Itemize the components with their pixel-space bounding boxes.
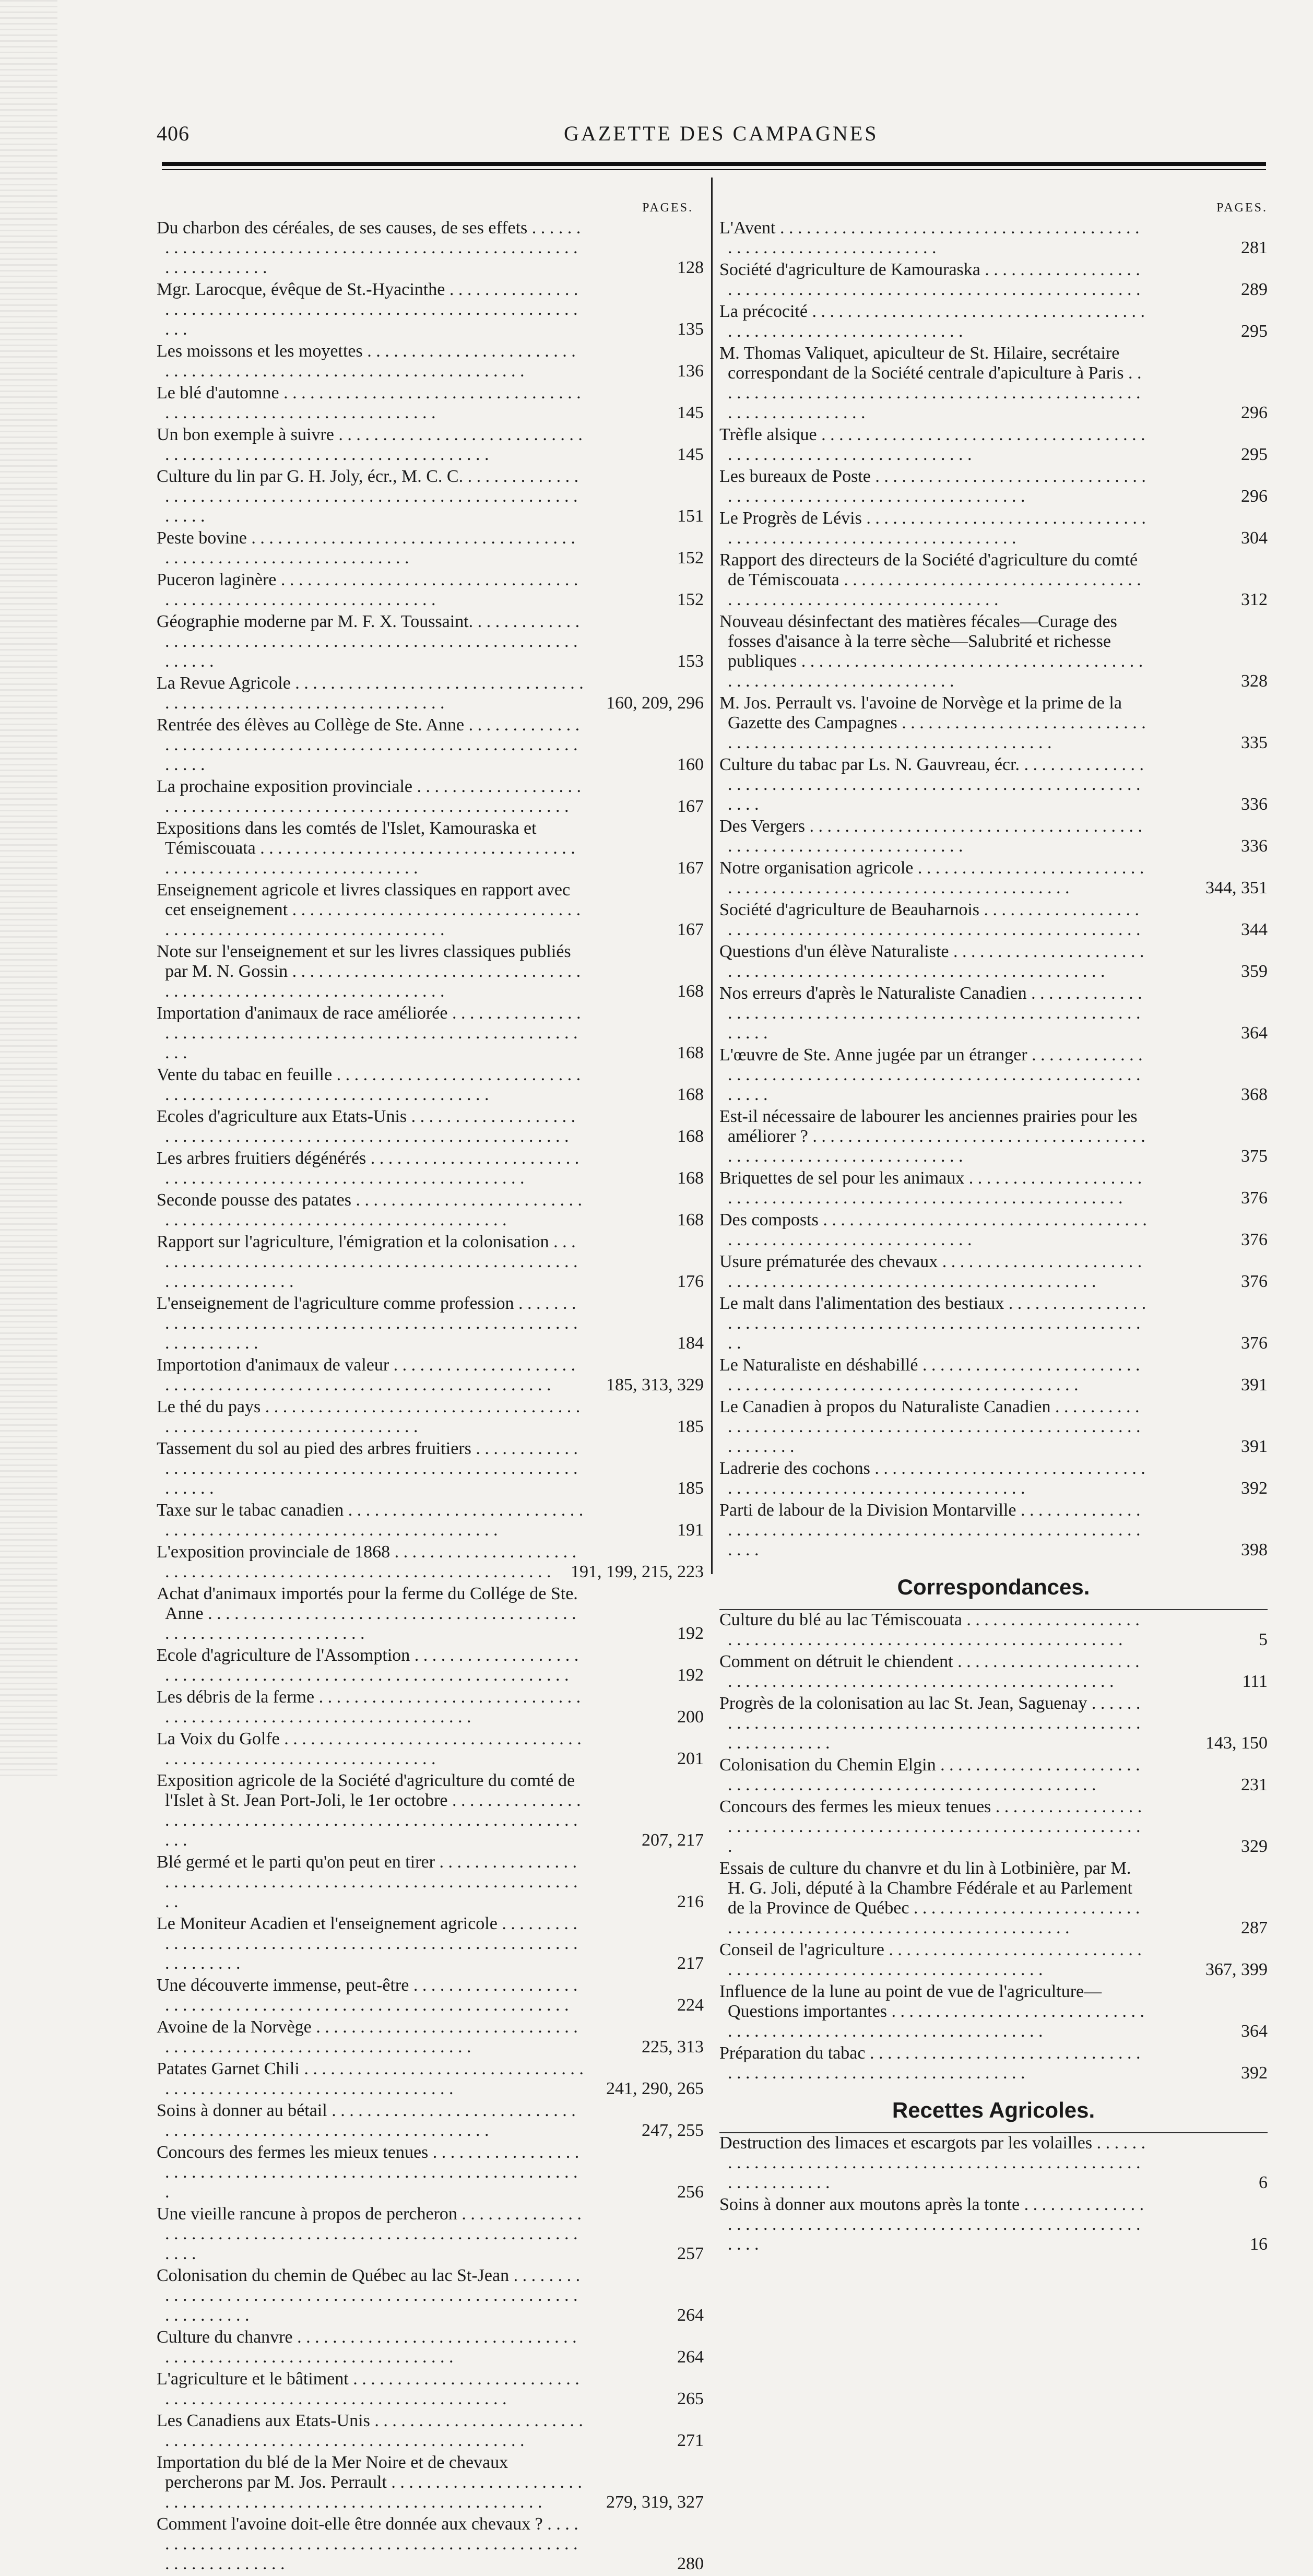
index-entry [719, 1940, 1268, 1980]
entry-pages: 224 [675, 1995, 704, 2015]
entry-title: Vente du tabac en feuille . . . [157, 1065, 704, 1105]
index-entry [157, 2369, 704, 2409]
index-entry [157, 1065, 704, 1105]
index-entry [157, 1190, 704, 1230]
entry-title: Colonisation du chemin de Québec au lac St-Jean . . . [157, 2266, 704, 2325]
entry-title: Ecoles d'agriculture aux Etats-Unis . . . [157, 1107, 704, 1147]
index-entry [157, 280, 704, 339]
entry-pages: 296 [1239, 403, 1268, 423]
entry-pages: 185, 313, 329 [604, 1375, 704, 1395]
index-entry [719, 693, 1268, 753]
entry-title: Les débris de la ferme . . . [157, 1687, 704, 1727]
entry-pages: 265 [675, 2389, 704, 2409]
entry-pages: 391 [1239, 1437, 1268, 1457]
entry-title: L'exposition provinciale de 1868 . . . [157, 1542, 704, 1582]
entry-pages: 335 [1239, 733, 1268, 753]
index-entry [719, 1168, 1268, 1208]
index-entry [719, 755, 1268, 814]
entry-pages: 256 [675, 2182, 704, 2202]
index-entry [719, 942, 1268, 982]
entry-title: Les Canadiens aux Etats-Unis . . . [157, 2411, 704, 2451]
entry-pages: 192 [675, 1624, 704, 1644]
entry-title: Nos erreurs d'après le Naturaliste Canadien . . . [719, 984, 1268, 1043]
entry-title: Le malt dans l'alimentation des bestiaux . . . [719, 1294, 1268, 1353]
entry-pages: 295 [1239, 445, 1268, 465]
entry-title: L'enseignement de l'agriculture comme profession . . . [157, 1294, 704, 1353]
entry-title: Géographie moderne par M. F. X. Toussaint. . . . [157, 612, 704, 671]
index-entry [157, 1294, 704, 1353]
entry-pages: 185 [675, 1417, 704, 1437]
entry-title: Culture du tabac par Ls. N. Gauvreau, écr. . . . [719, 755, 1268, 814]
entry-pages: 168 [675, 1127, 704, 1147]
header-rule-thin [162, 169, 1266, 170]
index-entry [719, 425, 1268, 465]
section-title-correspondances: Correspondances. [897, 1575, 1090, 1599]
entry-pages: 111 [1240, 1672, 1268, 1692]
index-entry [719, 1859, 1268, 1938]
index-entry [157, 1914, 704, 1974]
index-entry [719, 858, 1268, 898]
index-entry [157, 2204, 704, 2264]
entry-pages: 392 [1239, 2063, 1268, 2083]
entry-pages: 145 [675, 403, 704, 423]
entry-title: Les moissons et les moyettes . . . [157, 341, 704, 381]
entry-title: Destruction des limaces et escargots par les volailles . . . [719, 2133, 1268, 2193]
entry-pages: 264 [675, 2306, 704, 2325]
entry-pages: 344, 351 [1203, 878, 1268, 898]
entry-title: Le blé d'automne . . . [157, 383, 704, 423]
entry-pages: 296 [1239, 487, 1268, 506]
index-entry [157, 880, 704, 940]
index-entry [719, 1797, 1268, 1857]
entry-pages: 176 [675, 1272, 704, 1292]
index-entry [719, 1294, 1268, 1353]
scan-edge-noise [0, 0, 57, 1776]
entry-pages: 359 [1239, 962, 1268, 982]
index-entry [719, 218, 1268, 258]
entry-title: Taxe sur le tabac canadien . . . [157, 1500, 704, 1540]
index-entry [157, 2327, 704, 2367]
index-entry [719, 1045, 1268, 1105]
entry-pages: 143, 150 [1203, 1733, 1268, 1753]
header-rule-thick [162, 162, 1266, 166]
entry-title: Du charbon des céréales, de ses causes, de ses effets . . . [157, 218, 704, 278]
entry-pages: 160, 209, 296 [604, 693, 704, 713]
left-entry-list [157, 218, 704, 2574]
entry-pages: 376 [1239, 1230, 1268, 1250]
index-entry [157, 1729, 704, 1769]
entry-pages: 304 [1239, 528, 1268, 548]
pages-label-right: PAGES. [1216, 201, 1268, 215]
entry-pages: 145 [675, 445, 704, 465]
index-entry [157, 2101, 704, 2141]
entry-pages: 168 [675, 1085, 704, 1105]
entry-title: Comment on détruit le chiendent . . . [719, 1652, 1268, 1692]
entry-title: Tassement du sol au pied des arbres fruitiers . . . [157, 1439, 704, 1498]
index-entry [719, 1652, 1268, 1692]
index-entry [719, 344, 1268, 423]
index-entry [157, 2514, 704, 2574]
entry-pages: 191 [675, 1520, 704, 1540]
index-entry [157, 425, 704, 465]
entry-pages: 231 [1239, 1775, 1268, 1795]
entry-pages: 191, 199, 215, 223 [569, 1562, 704, 1582]
index-entry [157, 1439, 704, 1498]
index-entry [719, 1210, 1268, 1250]
entry-title: Trèfle alsique . . . [719, 425, 1268, 465]
entry-title: Note sur l'enseignement et sur les livres classiques publiés par M. N. Gossin . . . [157, 942, 704, 1001]
index-entry [719, 1459, 1268, 1498]
entry-title: Nouveau désinfectant des matières fécales—Curage des fosses d'aisance à la terre sèche—Salubrité et richesse publiques . . . [719, 612, 1268, 691]
entry-title: Les bureaux de Poste . . . [719, 467, 1268, 506]
entry-title: Ladrerie des cochons . . . [719, 1459, 1268, 1498]
entry-title: Culture du chanvre . . . [157, 2327, 704, 2367]
entry-title: Le Moniteur Acadien et l'enseignement agricole . . . [157, 1914, 704, 1974]
entry-title: Patates Garnet Chili . . . [157, 2059, 704, 2099]
index-entry [157, 1542, 704, 1582]
entry-title: Des composts . . . [719, 1210, 1268, 1250]
entry-title: Préparation du tabac . . . [719, 2043, 1268, 2083]
entry-pages: 168 [675, 982, 704, 1001]
index-entry [157, 1107, 704, 1147]
entry-title: Culture du lin par G. H. Joly, écr., M. C. C. . . . [157, 467, 704, 526]
index-entry [719, 1755, 1268, 1795]
entry-pages: 168 [675, 1168, 704, 1188]
entry-pages: 160 [675, 755, 704, 775]
entry-title: Soins à donner au bétail . . . [157, 2101, 704, 2141]
entry-title: La Voix du Golfe . . . [157, 1729, 704, 1769]
entry-title: Importation d'animaux de race améliorée . . . [157, 1003, 704, 1063]
entry-pages: 281 [1239, 238, 1268, 258]
index-entry [157, 467, 704, 526]
entry-pages: 364 [1239, 1023, 1268, 1043]
entry-title: Questions d'un élève Naturaliste . . . [719, 942, 1268, 982]
entry-pages: 167 [675, 797, 704, 817]
index-entry [719, 1355, 1268, 1395]
index-entry [719, 817, 1268, 856]
column-divider [711, 178, 713, 1574]
entry-title: Culture du blé au lac Témiscouata . . . [719, 1610, 1268, 1650]
entry-pages: 184 [675, 1333, 704, 1353]
entry-title: Seconde pousse des patates . . . [157, 1190, 704, 1230]
entry-title: Un bon exemple à suivre . . . [157, 425, 704, 465]
entry-title: Expositions dans les comtés de l'Islet, Kamouraska et Témiscouata . . . [157, 819, 704, 878]
entry-pages: 247, 255 [640, 2121, 704, 2141]
entry-title: M. Thomas Valiquet, apiculteur de St. Hilaire, secrétaire correspondant de la Société centrale d'apiculture à Paris . . . [719, 344, 1268, 423]
entry-title: Concours des fermes les mieux tenues . . . [719, 1797, 1268, 1857]
entry-pages: 6 [1257, 2173, 1268, 2193]
index-entry [157, 2017, 704, 2057]
entry-pages: 185 [675, 1479, 704, 1498]
index-entry [157, 1500, 704, 1540]
index-entry [157, 528, 704, 568]
index-entry [719, 1500, 1268, 1560]
entry-title: Notre organisation agricole . . . [719, 858, 1268, 898]
index-entry [157, 1852, 704, 1912]
entry-pages: 375 [1239, 1147, 1268, 1166]
index-entry [719, 1610, 1268, 1650]
index-entry [157, 570, 704, 610]
index-entry [719, 260, 1268, 300]
entry-pages: 128 [675, 258, 704, 278]
entry-pages: 207, 217 [640, 1830, 704, 1850]
index-entry [157, 2411, 704, 2451]
entry-title: La prochaine exposition provinciale . . . [157, 777, 704, 817]
index-entry [157, 2059, 704, 2099]
index-entry [157, 1976, 704, 2015]
entry-title: Parti de labour de la Division Montarville . . . [719, 1500, 1268, 1560]
entry-pages: 264 [675, 2347, 704, 2367]
index-entry [157, 2143, 704, 2202]
index-entry [157, 1355, 704, 1395]
entry-pages: 153 [675, 652, 704, 671]
entry-title: Les arbres fruitiers dégénérés . . . [157, 1149, 704, 1188]
entry-title: Une vieille rancune à propos de percheron . . . [157, 2204, 704, 2264]
entry-title: Avoine de la Norvège . . . [157, 2017, 704, 2057]
index-entry [157, 1646, 704, 1685]
entry-title: La précocité . . . [719, 302, 1268, 341]
index-entry [157, 1149, 704, 1188]
index-entry [157, 777, 704, 817]
index-entry [719, 467, 1268, 506]
entry-pages: 398 [1239, 1540, 1268, 1560]
entry-pages: 217 [675, 1954, 704, 1974]
entry-pages: 336 [1239, 836, 1268, 856]
entry-pages: 367, 399 [1203, 1960, 1268, 1980]
entry-title: Exposition agricole de la Société d'agriculture du comté de l'Islet à St. Jean Port-Joli, le 1er octobre . . . [157, 1771, 704, 1850]
index-entry [157, 715, 704, 775]
entry-title: Colonisation du Chemin Elgin . . . [719, 1755, 1268, 1795]
entry-pages: 192 [675, 1665, 704, 1685]
index-entry [157, 1687, 704, 1727]
index-entry [719, 1694, 1268, 1753]
entry-title: Blé germé et le parti qu'on peut en tirer . . . [157, 1852, 704, 1912]
index-entry [157, 2453, 704, 2512]
index-entry [719, 550, 1268, 610]
entry-title: Briquettes de sel pour les animaux . . . [719, 1168, 1268, 1208]
pages-label-left: PAGES. [642, 201, 693, 215]
index-entry [719, 1252, 1268, 1292]
index-entry [157, 2266, 704, 2325]
entry-title: Conseil de l'agriculture . . . [719, 1940, 1268, 1980]
entry-pages: 168 [675, 1210, 704, 1230]
entry-title: Mgr. Larocque, évêque de St.-Hyacinthe . . . [157, 280, 704, 339]
index-entry [719, 1982, 1268, 2041]
entry-title: Le thé du pays . . . [157, 1397, 704, 1437]
entry-pages: 135 [675, 320, 704, 339]
index-entry [157, 1584, 704, 1644]
entry-pages: 279, 319, 327 [604, 2492, 704, 2512]
index-entry [719, 1397, 1268, 1457]
entry-title: Ecole d'agriculture de l'Assomption . . . [157, 1646, 704, 1685]
index-entry [157, 942, 704, 1001]
entry-title: L'Avent . . . [719, 218, 1268, 258]
entry-pages: 312 [1239, 590, 1268, 610]
entry-pages: 287 [1239, 1918, 1268, 1938]
entry-pages: 376 [1239, 1333, 1268, 1353]
entry-title: Rapport sur l'agriculture, l'émigration et la colonisation . . . [157, 1232, 704, 1292]
entry-pages: 392 [1239, 1479, 1268, 1498]
entry-title: Essais de culture du chanvre et du lin à Lotbinière, par M. H. G. Joli, député à la Chambre Fédérale et au Parlement de la Province de Québec . . . [719, 1859, 1268, 1938]
entry-title: Le Progrès de Lévis . . . [719, 509, 1268, 548]
recettes-list [719, 2132, 1268, 2254]
entry-title: Rentrée des élèves au Collège de Ste. Anne . . . [157, 715, 704, 775]
entry-pages: 368 [1239, 1085, 1268, 1105]
entry-pages: 136 [675, 361, 704, 381]
entry-title: Importation du blé de la Mer Noire et de chevaux percherons par M. Jos. Perrault . . . [157, 2453, 704, 2512]
entry-pages: 201 [675, 1749, 704, 1769]
entry-title: Rapport des directeurs de la Société d'agriculture du comté de Témiscouata . . . [719, 550, 1268, 610]
entry-title: Comment l'avoine doit-elle être donnée aux chevaux ? . . . [157, 2514, 704, 2574]
entry-title: Achat d'animaux importés pour la ferme du Collége de Ste. Anne . . . [157, 1584, 704, 1644]
index-entry [719, 900, 1268, 940]
entry-pages: 16 [1248, 2235, 1268, 2254]
section-title-recettes: Recettes Agricoles. [892, 2098, 1095, 2122]
entry-pages: 151 [675, 506, 704, 526]
entry-pages: 364 [1239, 2022, 1268, 2041]
entry-title: Influence de la lune au point de vue de l'agriculture—Questions importantes . . . [719, 1982, 1268, 2041]
page-header [157, 121, 1266, 152]
entry-pages: 295 [1239, 322, 1268, 341]
entry-title: Concours des fermes les mieux tenues . . . [157, 2143, 704, 2202]
index-entry [719, 1107, 1268, 1166]
entry-title: Soins à donner aux moutons après la tonte . . . [719, 2195, 1268, 2254]
index-entry [719, 509, 1268, 548]
entry-title: Le Canadien à propos du Naturaliste Canadien . . . [719, 1397, 1268, 1457]
index-entry [157, 1397, 704, 1437]
entry-pages: 391 [1239, 1375, 1268, 1395]
entry-title: Des Vergers . . . [719, 817, 1268, 856]
entry-title: Importotion d'animaux de valeur . . . [157, 1355, 704, 1395]
entry-title: Est-il nécessaire de labourer les anciennes prairies pour les améliorer ? . . . [719, 1107, 1268, 1166]
entry-pages: 167 [675, 920, 704, 940]
index-entry [719, 612, 1268, 691]
index-entry [157, 341, 704, 381]
entry-title: Société d'agriculture de Kamouraska . . . [719, 260, 1268, 300]
right-entry-list [719, 218, 1268, 1560]
index-entry [157, 819, 704, 878]
entry-pages: 328 [1239, 671, 1268, 691]
entry-pages: 376 [1239, 1272, 1268, 1292]
entry-pages: 152 [675, 548, 704, 568]
entry-pages: 152 [675, 590, 704, 610]
entry-pages: 168 [675, 1043, 704, 1063]
entry-title: Puceron laginère . . . [157, 570, 704, 610]
entry-title: La Revue Agricole . . . [157, 673, 704, 713]
right-column [719, 197, 1268, 2256]
index-entry [157, 1232, 704, 1292]
index-entry [157, 673, 704, 713]
index-entry [157, 218, 704, 278]
index-entry [719, 984, 1268, 1043]
index-entry [157, 383, 704, 423]
entry-pages: 289 [1239, 280, 1268, 300]
entry-pages: 216 [675, 1892, 704, 1912]
entry-pages: 5 [1257, 1630, 1268, 1650]
entry-title: Enseignement agricole et livres classiques en rapport avec cet enseignement . . . [157, 880, 704, 940]
entry-title: Le Naturaliste en déshabillé . . . [719, 1355, 1268, 1395]
index-entry [719, 2195, 1268, 2254]
entry-pages: 167 [675, 858, 704, 878]
index-entry [719, 2133, 1268, 2193]
entry-pages: 225, 313 [640, 2037, 704, 2057]
entry-pages: 280 [675, 2554, 704, 2574]
entry-pages: 336 [1239, 795, 1268, 814]
index-entry [157, 612, 704, 671]
entry-title: Peste bovine . . . [157, 528, 704, 568]
entry-title: L'agriculture et le bâtiment . . . [157, 2369, 704, 2409]
index-entry [719, 302, 1268, 341]
entry-pages: 271 [675, 2431, 704, 2451]
entry-pages: 376 [1239, 1188, 1268, 1208]
entry-title: L'œuvre de Ste. Anne jugée par un étranger . . . [719, 1045, 1268, 1105]
correspondances-list [719, 1609, 1268, 2083]
entry-pages: 344 [1239, 920, 1268, 940]
entry-title: M. Jos. Perrault vs. l'avoine de Norvège et la prime de la Gazette des Campagnes . . . [719, 693, 1268, 753]
entry-title: Une découverte immense, peut-être . . . [157, 1976, 704, 2015]
index-entry [157, 1003, 704, 1063]
entry-pages: 241, 290, 265 [604, 2079, 704, 2099]
running-title: GAZETTE DES CAMPAGNES [564, 122, 879, 145]
entry-pages: 329 [1239, 1837, 1268, 1857]
entry-pages: 257 [675, 2244, 704, 2264]
entry-title: Usure prématurée des chevaux . . . [719, 1252, 1268, 1292]
entry-title: Progrès de la colonisation au lac St. Jean, Saguenay . . . [719, 1694, 1268, 1753]
entry-title: Société d'agriculture de Beauharnois . . . [719, 900, 1268, 940]
index-entry [719, 2043, 1268, 2083]
entry-pages: 200 [675, 1707, 704, 1727]
left-column [157, 197, 704, 2576]
page-number: 406 [157, 122, 190, 145]
index-entry [157, 1771, 704, 1850]
